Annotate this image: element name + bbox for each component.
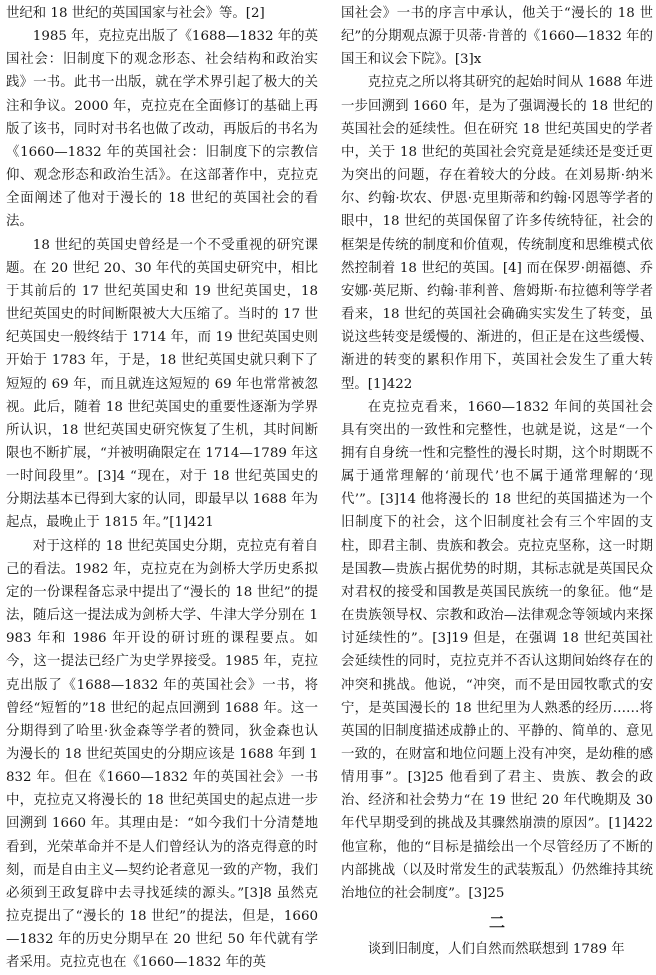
paragraph: 1985 年，克拉克出版了《1688—1832 年的英国社会：旧制度下的观念形态、社会结构和政治实践》一书。此书一出版，就在学术界引起了极大的关注和争议。2000 年，克拉克在全面修订的基础上再版了该书，同时对书名也做了改动，再版后的书名为《1660—1832 年的英国社会：旧制度下的宗教信仰、观念形态和政治生活》。在这部著作中，克拉克全面阐述了他对于漫长的 18 世纪的英国社会的看法。 bbox=[6, 29, 318, 230]
paragraph: 在克拉克看来，1660—1832 年间的英国社会具有突出的一致性和完整性，也就是说，这是“一个拥有自身统一性和完整性的漫长时期，这个时期既不属于通常理解的‘前现代’也不属于通常理解的‘现代’”。[3]14 他将漫长的 18 世纪的英国描述为一个旧制度下的社会，这个旧制度社会有三个牢固的支柱，即君主制、贵族和教会。克拉克坚称，这一时期是国教—贵族占据优势的时期，其标志就是英国民众对君权的接受和国教是英国民族统一的象征。他“是在贵族领导权、宗教和政治—法律观念等领域内来探讨延续性的”。[3]19 但是，在强调 18 世纪英国社会延续性的同时，克拉克并不否认这期间始终存在的冲突和挑战。他说，“冲突，而不是田园牧歌式的安宁，是英国漫长的 18 世纪里为人熟悉的经历……将英国的旧制度描述成静止的、平静的、简单的、意见一致的，在财富和地位问题上没有冲突，是幼稚的感情用事”。[3]25 他看到了君主、贵族、教会的政治、经济和社会势力“在 19 世纪 20 年代晚期及 30 年代早期受到的挑战及其骤然崩溃的原因”。[1]422 他宣称，他的“目标是描绘出一个尽管经历了不断的内部挑战（以及时常发生的武装叛乱）仍然维持其统治地位的社会制度”。[3]25 bbox=[341, 399, 653, 901]
section-heading: 二 bbox=[488, 913, 505, 933]
paragraph: 谈到旧制度，人们自然而然联想到 1789 年 bbox=[367, 942, 625, 958]
paragraph: 世纪和 18 世纪的英国国家与社会》等。[2] bbox=[6, 6, 265, 21]
right-column bbox=[341, 2, 653, 961]
paragraph: 18 世纪的英国史曾经是一个不受重视的研究课题。在 20 世纪 20、30 年代的英国史研究中，相比于其前后的 17 世纪英国史和 19 世纪英国史，18 世纪英国史的时间断限被大大压缩了。当时的 17 世纪英国史一般终结于 1714 年，而 19 世纪英国史则开始于 1783 年，于是，18 世纪英国史就只剩下了短短的 69 年，而且就连这短短的 69 年也常常被忽视。此后，随着 18 世纪英国史的重要性逐渐为学界所认识，18 世纪英国史研究恢复了生机，其时间断限也不断扩展，“并被明确限定在 1714—1789 年这一时间段里”。[3]4 “现在，对于 18 世纪英国史的分期法基本已得到大家的认同，即最早以 1688 年为起点，最晚止于 1815 年。”[1]421 bbox=[6, 237, 318, 531]
left-column bbox=[6, 2, 318, 975]
paragraph: 对于这样的 18 世纪英国史分期，克拉克有着自己的看法。1982 年，克拉克在为剑桥大学历史系拟定的一份课程备忘录中提出了“漫长的 18 世纪”的提法，随后这一提法成为剑桥大学、牛津大学分别在 1983 年和 1986 年开设的研讨班的课程要点。如今，这一提法已经广为史学界接受。1985 年，克拉克出版了《1688—1832 年的英国社会》一书，将曾经“短暂的”18 世纪的起点回溯到 1688 年。这一分期得到了哈里·狄金森等学者的赞同，狄金森也认为漫长的 18 世纪英国史的分期应该是 1688 年到 1832 年。但在《1660—1832 年的英国社会》一书中，克拉克又将漫长的 18 世纪英国史的起点进一步回溯到 1660 年。其理由是：“如今我们十分清楚地看到，光荣革命并不是人们曾经认为的洛克得意的时刻，而是自由主义—契约论者意见一致的产物，我们必须到王政复辟中去寻找延续的源头。”[3]8 虽然克拉克提出了“漫长的 18 世纪”的提法，但是，1660—1832 年的历史分期早在 20 世纪 50 年代就有学者采用。克拉克也在《1660—1832 年的英 bbox=[6, 538, 318, 971]
paragraph: 国社会》一书的序言中承认，他关于“漫长的 18 世纪”的分期观点源于贝蒂·肯普的《1660—1832 年的国王和议会下院》。[3]x bbox=[341, 6, 653, 68]
paragraph: 克拉克之所以将其研究的起始时间从 1688 年进一步回溯到 1660 年，是为了强调漫长的 18 世纪的英国社会的延续性。但在研究 18 世纪英国史的学者中，关于 18 世纪的英国社会究竟是延续还是变迁更为突出的问题，存在着较大的分歧。在刘易斯·纳米尔、约翰·坎农、伊恩·克里斯蒂和约翰·冈恩等学者的眼中，18 世纪的英国保留了许多传统特征，社会的框架是传统的制度和价值观，传统制度和思维模式依然控制着 18 世纪的英国。[4] 而在保罗·朗福德、乔安娜·英尼斯、约翰·菲利普、詹姆斯·布拉德利等学者看来，18 世纪的英国社会确确实实发生了转变，虽说这些转变是缓慢的、渐进的，但正是在这些缓慢、渐进的转变的累积作用下，英国社会发生了重大转型。[1]422 bbox=[341, 75, 653, 392]
